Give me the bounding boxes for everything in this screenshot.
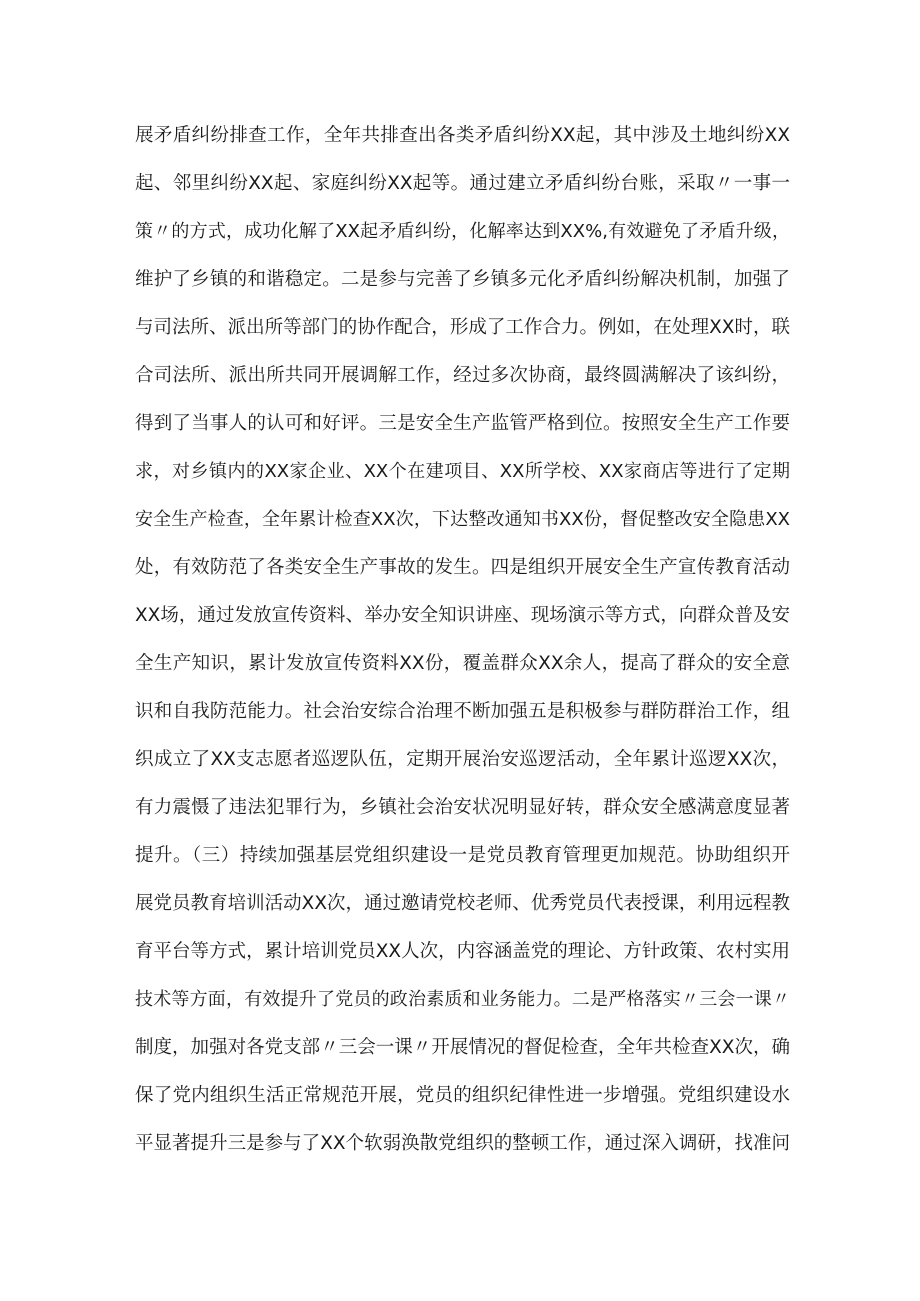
text-line: 保了党内组织生活正常规范开展，党员的组织纪律性进一步增强。党组织建设水 bbox=[135, 1085, 790, 1106]
text-line: 处，有效防范了各类安全生产事故的发生。四是组织开展安全生产宣传教育活动 bbox=[135, 557, 790, 578]
text-line: XX场，通过发放宣传资料、举办安全知识讲座、现场演示等方式，向群众普及安 bbox=[135, 605, 790, 626]
text-line: 育平台等方式，累计培训党员XX人次，内容涵盖党的理论、方针政策、农村实用 bbox=[135, 941, 790, 962]
text-line: 平显著提升三是参与了XX个软弱涣散党组织的整顿工作，通过深入调研，找准问 bbox=[135, 1133, 790, 1154]
text-line: 求，对乡镇内的XX家企业、XX个在建项目、XX所学校、XX家商店等进行了定期 bbox=[135, 461, 790, 482]
text-line: 展党员教育培训活动XX次，通过邀请党校老师、优秀党员代表授课，利用远程教 bbox=[135, 893, 790, 914]
text-line: 全生产知识，累计发放宣传资料XX份，覆盖群众XX余人，提高了群众的安全意 bbox=[135, 653, 790, 674]
text-line: 有力震慑了违法犯罪行为，乡镇社会治安状况明显好转，群众安全感满意度显著 bbox=[135, 797, 790, 818]
text-line: 策〃的方式，成功化解了XX起矛盾纠纷，化解率达到XX%,有效避免了矛盾升级， bbox=[135, 221, 790, 242]
text-line: 识和自我防范能力。社会治安综合治理不断加强五是积极参与群防群治工作，组 bbox=[135, 701, 790, 722]
text-line: 安全生产检查，全年累计检查XX次，下达整改通知书XX份，督促整改安全隐患XX bbox=[135, 509, 790, 530]
text-line: 织成立了XX支志愿者巡逻队伍，定期开展治安巡逻活动，全年累计巡逻XX次， bbox=[135, 749, 790, 770]
text-line: 提升。（三）持续加强基层党组织建设一是党员教育管理更加规范。协助组织开 bbox=[135, 845, 790, 866]
text-line: 制度，加强对各党支部〃三会一课〃开展情况的督促检查，全年共检查XX次，确 bbox=[135, 1037, 790, 1058]
text-line: 维护了乡镇的和谐稳定。二是参与完善了乡镇多元化矛盾纠纷解决机制，加强了 bbox=[135, 269, 790, 290]
text-line: 展矛盾纠纷排查工作，全年共排查出各类矛盾纠纷XX起，其中涉及土地纠纷XX bbox=[135, 125, 790, 146]
text-line: 起、邻里纠纷XX起、家庭纠纷XX起等。通过建立矛盾纠纷台账，采取〃一事一 bbox=[135, 173, 790, 194]
text-line: 合司法所、派出所共同开展调解工作，经过多次协商，最终圆满解决了该纠纷， bbox=[135, 365, 790, 386]
text-line: 与司法所、派出所等部门的协作配合，形成了工作合力。例如，在处理XX时，联 bbox=[135, 317, 790, 338]
text-line: 技术等方面，有效提升了党员的政治素质和业务能力。二是严格落实〃三会一课〃 bbox=[135, 989, 790, 1010]
text-line: 得到了当事人的认可和好评。三是安全生产监管严格到位。按照安全生产工作要 bbox=[135, 413, 790, 434]
